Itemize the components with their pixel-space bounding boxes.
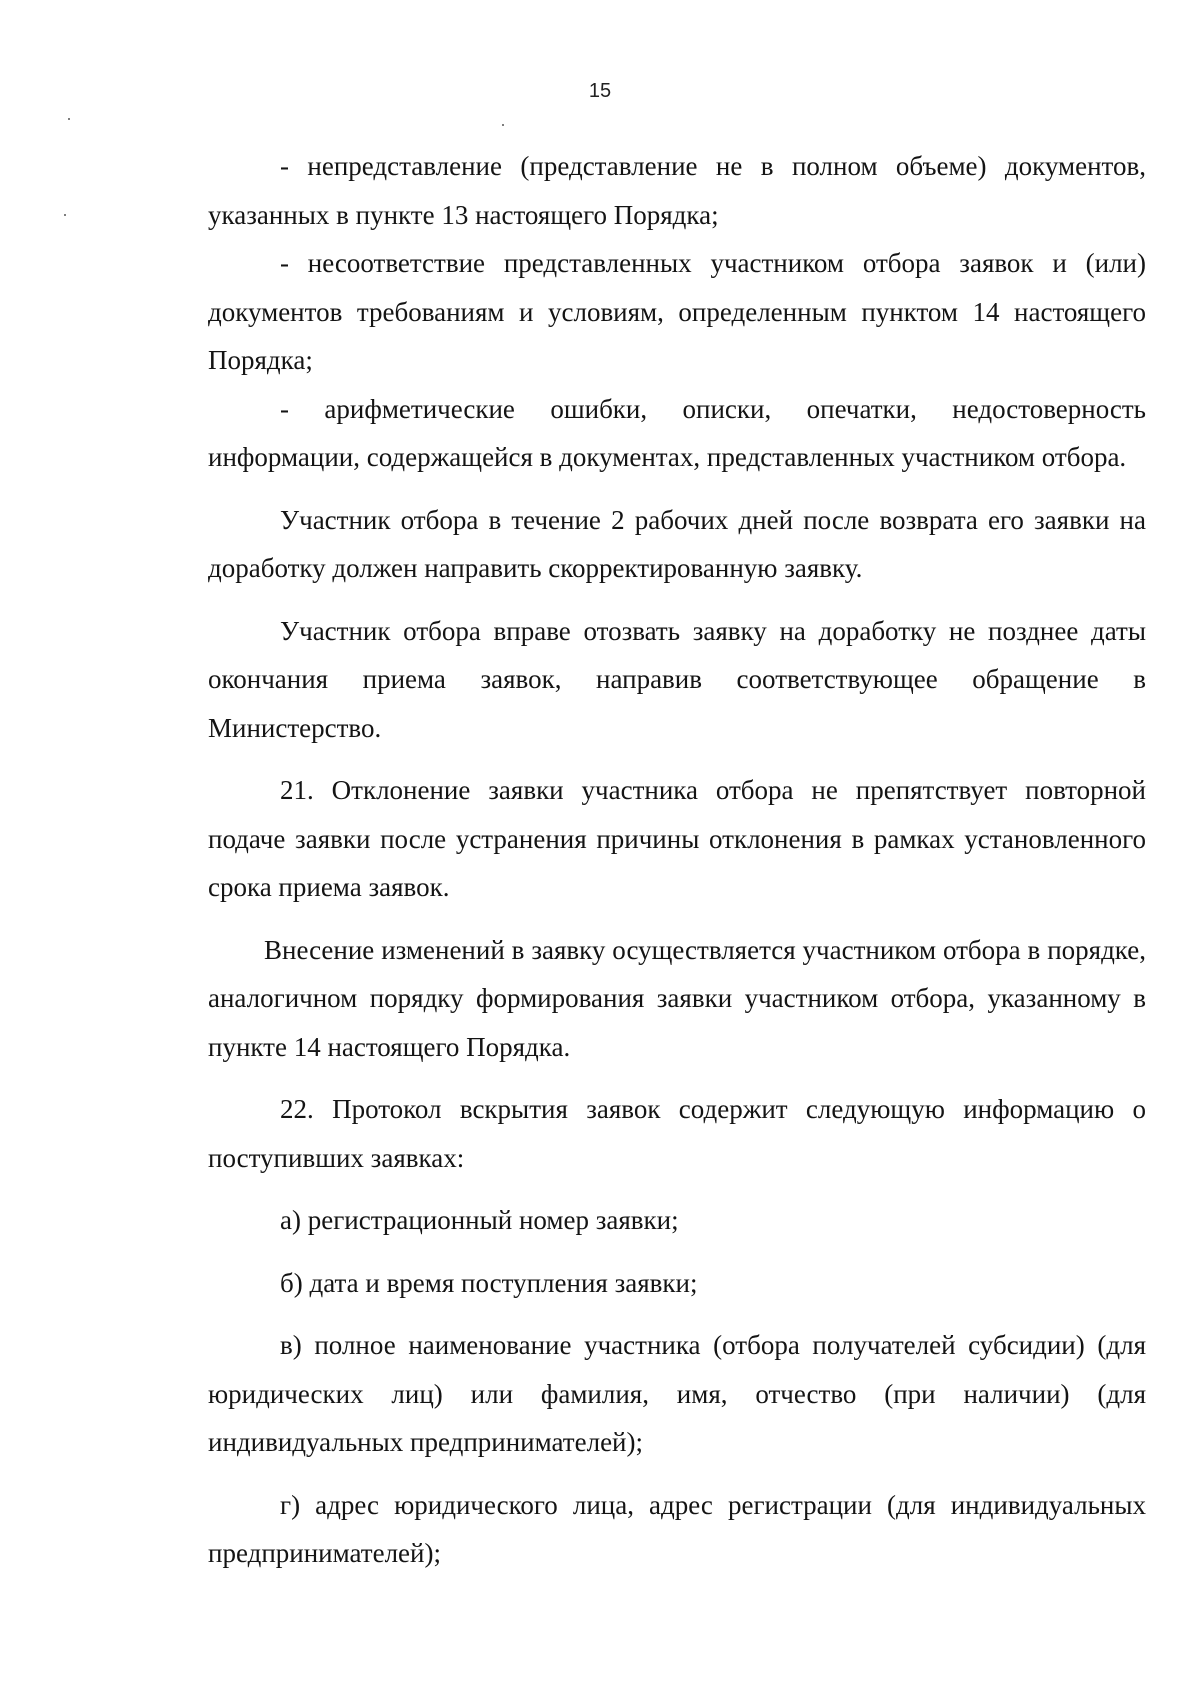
paragraph: Участник отбора вправе отозвать заявку на доработку не позднее даты окончания приема заявок, направив соответствующее обращение в Министерство. [208,615,1146,743]
paragraph-list-item: - непредставление (представление не в полном объеме) документов, указанных в пункте 13 настоящего Порядка; [208,151,1146,230]
paragraph-list-item: в) полное наименование участника (отбора получателей субсидии) (для юридических лиц) или фамилия, имя, отчество (при наличии) (для индивидуальных предпринимателей); [208,1330,1146,1457]
paragraph: Участник отбора в течение 2 рабочих дней после возврата его заявки на доработку должен направить скорректированную заявку. [208,504,1146,583]
scan-speck [502,124,504,126]
paragraph-list-item: - несоответствие представленных участником отбора заявок и (или) документов требованиям и условиям, определенным пунктом 14 настоящего Порядка; [208,248,1146,375]
paragraph-numbered: 22. Протокол вскрытия заявок содержит следующую информацию о поступивших заявках: [208,1094,1146,1173]
paragraph-list-item: - арифметические ошибки, описки, опечатки, недостоверность информации, содержащейся в документах, представленных участником отбора. [208,393,1146,472]
scan-speck [68,118,70,120]
paragraph: Внесение изменений в заявку осуществляется участником отбора в порядке, аналогичном порядку формирования заявки участником отбора, указанному в пункте 14 настоящего Порядка. [208,934,1146,1062]
document-body [208,142,1146,1578]
paragraph-numbered: 21. Отклонение заявки участника отбора не препятствует повторной подаче заявки после устранения причины отклонения в рамках установленного срока приема заявок. [208,775,1146,902]
paragraph-list-item: г) адрес юридического лица, адрес регистрации (для индивидуальных предпринимателей); [208,1489,1146,1568]
scan-speck [64,214,66,216]
paragraph-list-item: а) регистрационный номер заявки; [280,1205,679,1235]
page-number: 15 [588,80,612,102]
paragraph-list-item: б) дата и время поступления заявки; [280,1267,698,1298]
